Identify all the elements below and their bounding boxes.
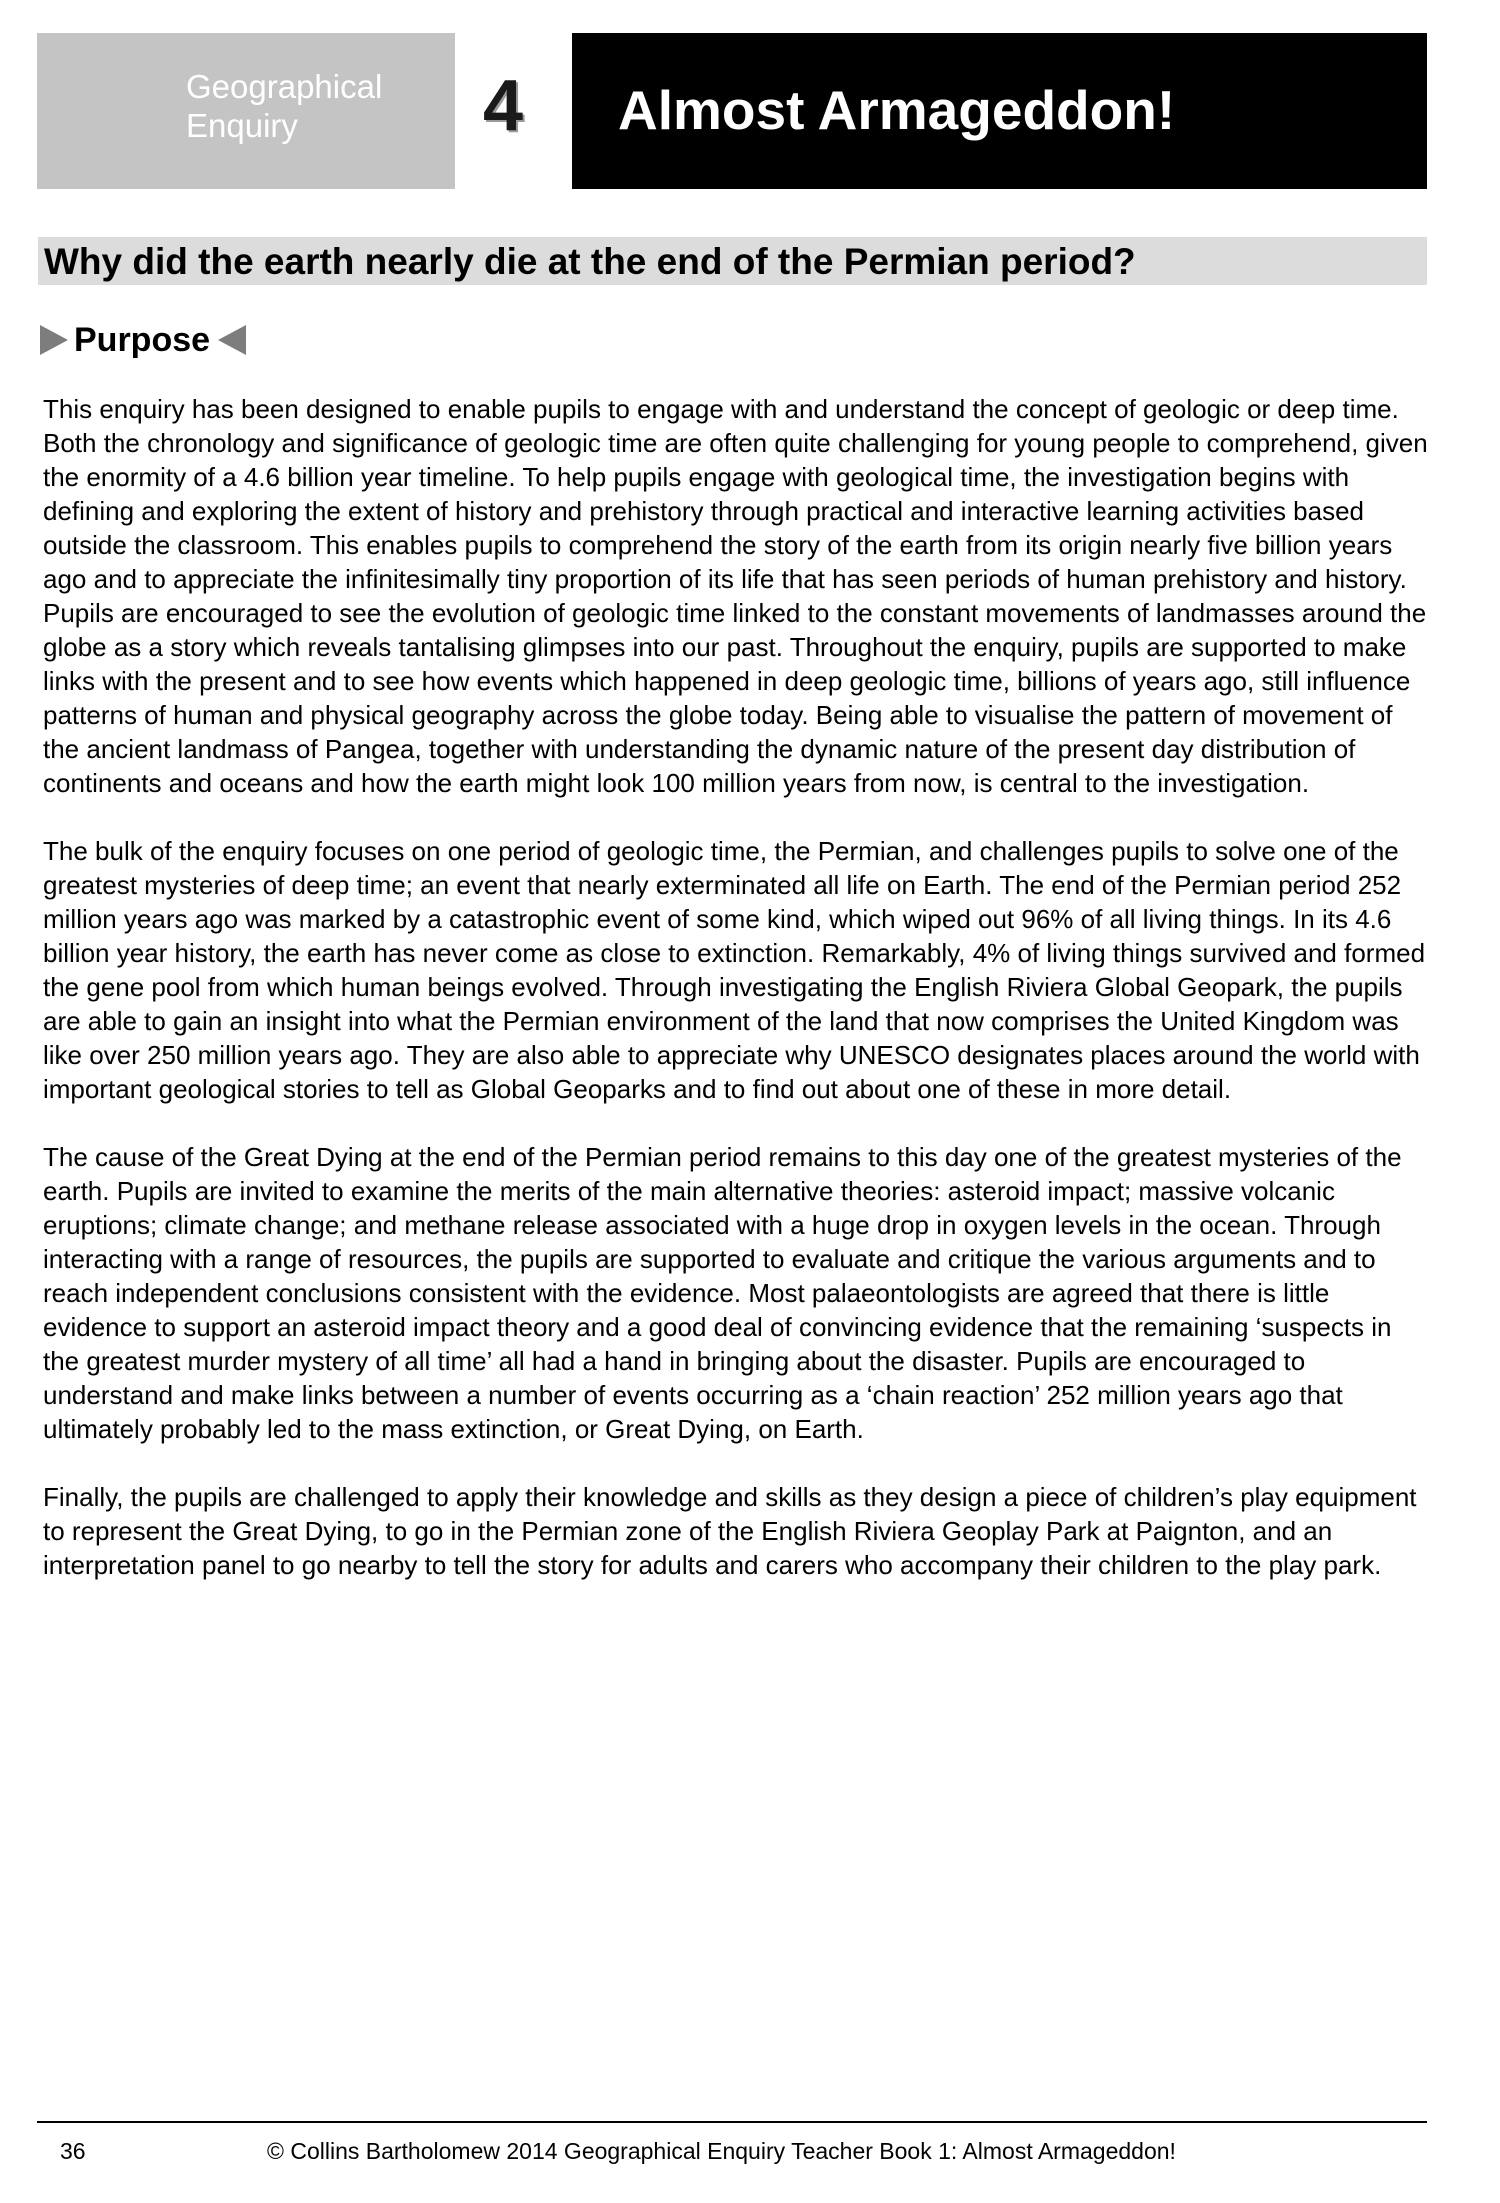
chapter-title-box (572, 33, 1427, 189)
chapter-number: 4 (483, 66, 524, 146)
chapter-title: Almost Armageddon! (618, 79, 1176, 141)
series-label-box (37, 33, 455, 189)
purpose-body (43, 392, 1433, 1616)
series-label-line-1: Geographical (186, 68, 383, 105)
enquiry-question: Why did the earth nearly die at the end of the Permian period? (44, 241, 1136, 282)
footer-divider (37, 2121, 1427, 2123)
enquiry-question-bar (38, 237, 1427, 285)
purpose-paragraph-1: This enquiry has been designed to enable pupils to engage with and understand the concept of geologic or deep time. Both the chronology and significance of geologic time are often quite challenging for young people to comprehend, given the enormity of a 4.6 billion year timeline. To help pupils engage with geological time, the investigation begins with defining and exploring the extent of history and prehistory through practical and interactive learning activities based outside the classroom. This enables pupils to comprehend the story of the earth from its origin nearly five billion years ago and to appreciate the infinitesimally tiny proportion of its life that has seen periods of human prehistory and history. Pupils are encouraged to see the evolution of geologic time linked to the constant movements of landmasses around the globe as a story which reveals tantalising glimpses into our past. Throughout the enquiry, pupils are supported to make links with the present and to see how events which happened in deep geologic time, billions of years ago, still influence patterns of human and physical geography across the globe today. Being able to visualise the pattern of movement of the ancient landmass of Pangea, together with understanding the dynamic nature of the present day distribution of continents and oceans and how the earth might look 100 million years from now, is central to the investigation. (43, 394, 1428, 798)
purpose-heading-text: Purpose (74, 321, 211, 359)
purpose-paragraph-3: The cause of the Great Dying at the end of the Permian period remains to this day one of the greatest mysteries of the earth. Pupils are invited to examine the merits of the main alternative theories: asteroid impact; massive volcanic eruptions; climate change; and methane release associated with a huge drop in oxygen levels in the ocean. Through interacting with a range of resources, the pupils are supported to evaluate and critique the various arguments and to reach independent conclusions consistent with the evidence. Most palaeontologists are agreed that there is little evidence to support an asteroid impact theory and a good deal of convincing evidence that the remaining ‘suspects in the greatest murder mystery of all time’ all had a hand in bringing about the disaster. Pupils are encouraged to understand and make links between a number of events occurring as a ‘chain reaction’ 252 million years ago that ultimately probably led to the mass extinction, or Great Dying, on Earth. (43, 1142, 1402, 1444)
series-label (186, 67, 382, 145)
page-number: 36 (60, 2138, 86, 2164)
purpose-paragraph-4: Finally, the pupils are challenged to apply their knowledge and skills as they design a piece of children’s play equipment to represent the Great Dying, to go in the Permian zone of the English Riviera Geoplay Park at Paignton, and an interpretation panel to go nearby to tell the story for adults and carers who accompany their children to the play park. (43, 1482, 1417, 1580)
triangle-left-icon (218, 325, 246, 355)
footer-copyright: © Collins Bartholomew 2014 Geographical Enquiry Teacher Book 1: Almost Armageddon! (267, 2138, 1176, 2164)
series-label-line-2: Enquiry (186, 107, 298, 144)
triangle-right-icon (40, 325, 68, 355)
purpose-paragraph-2: The bulk of the enquiry focuses on one period of geologic time, the Permian, and challenges pupils to solve one of the greatest mysteries of deep time; an event that nearly exterminated all life on Earth. The end of the Permian period 252 million years ago was marked by a catastrophic event of some kind, which wiped out 96% of all living things. In its 4.6 billion year history, the earth has never come as close to extinction. Remarkably, 4% of living things survived and formed the gene pool from which human beings evolved. Through investigating the English Riviera Global Geopark, the pupils are able to gain an insight into what the Permian environment of the land that now comprises the United Kingdom was like over 250 million years ago. They are also able to appreciate why UNESCO designates places around the world with important geological stories to tell as Global Geoparks and to find out about one of these in more detail. (43, 836, 1426, 1104)
purpose-heading (40, 318, 246, 362)
